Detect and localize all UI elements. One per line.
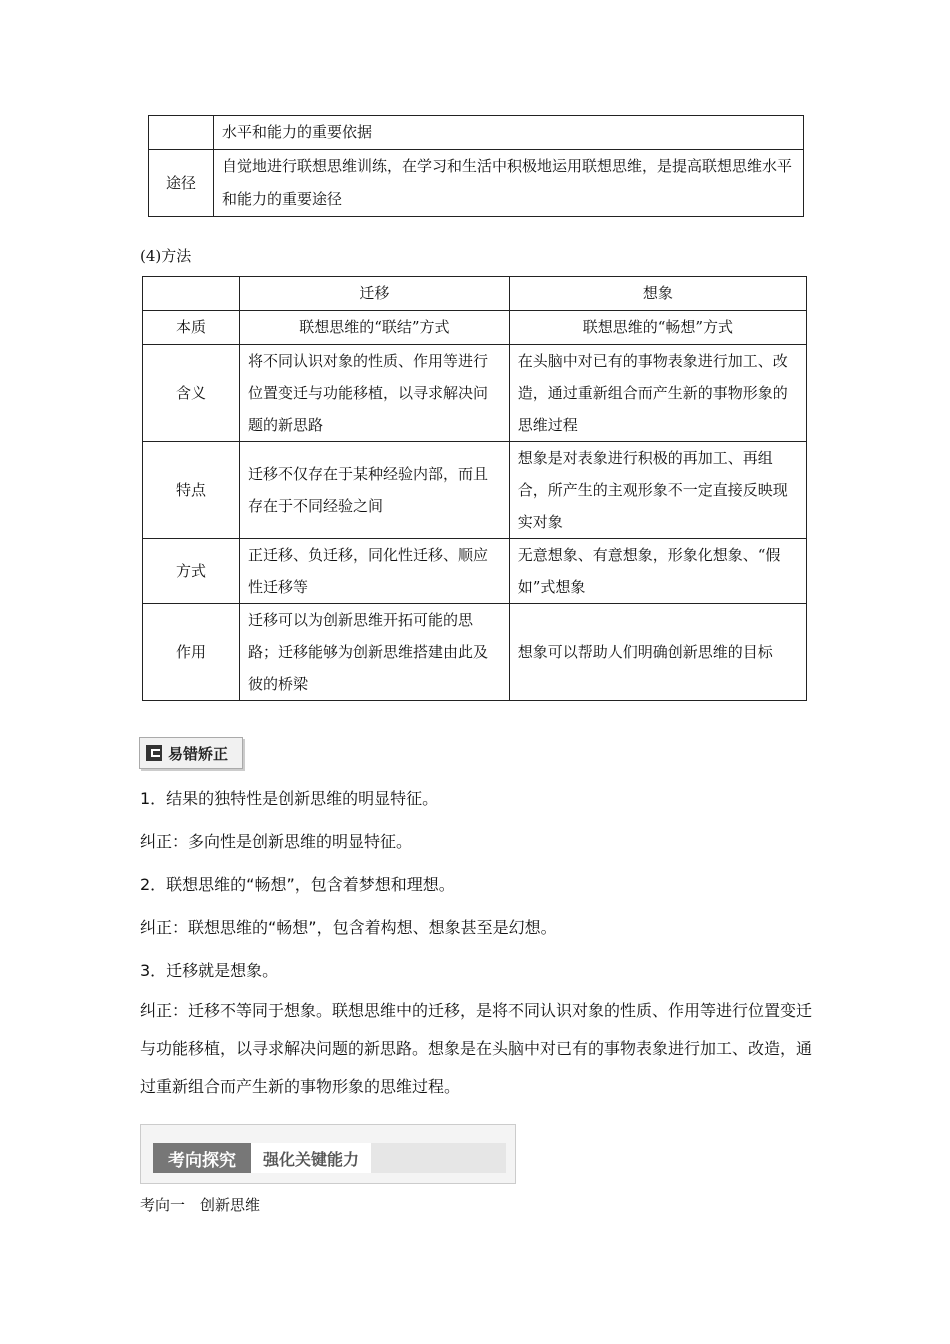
badge-label: 易错矫正 xyxy=(168,744,229,763)
row-key: 本质 xyxy=(143,311,240,345)
row-key: 途径 xyxy=(149,150,214,217)
cell-imagination: 联想思维的“畅想”方式 xyxy=(509,311,806,345)
correction-item: 1．结果的独特性是创新思维的明显特征。 xyxy=(140,789,439,808)
cell-transfer: 将不同认识对象的性质、作用等进行位置变迁与功能移植，以寻求解决问题的新思路 xyxy=(240,345,510,442)
error-correction-badge xyxy=(139,737,243,769)
correction-item: 2．联想思维的“畅想”，包含着梦想和理想。 xyxy=(140,875,455,894)
table-row xyxy=(143,442,807,539)
cell-transfer: 正迁移、负迁移，同化性迁移、顺应性迁移等 xyxy=(240,539,510,604)
cell-imagination: 想象是对表象进行积极的再加工、再组合，所产生的主观形象不一定直接反映现实对象 xyxy=(509,442,806,539)
row-key xyxy=(149,116,214,150)
row-key: 作用 xyxy=(143,604,240,701)
banner-right-label: 强化关键能力 xyxy=(251,1143,371,1173)
row-value: 自觉地进行联想思维训练，在学习和生活中积极地运用联想思维，是提高联想思维水平和能力的重要途径 xyxy=(214,150,804,217)
correction-item: 3．迁移就是想象。 xyxy=(140,961,279,980)
header-cell: 迁移 xyxy=(240,277,510,311)
methods-table xyxy=(142,276,807,701)
cell-imagination: 无意想象、有意想象，形象化想象、“假如”式想象 xyxy=(509,539,806,604)
table-row xyxy=(143,345,807,442)
correction-item: 纠正：迁移不等同于想象。联想思维中的迁移，是将不同认识对象的性质、作用等进行位置变迁与功能移植，以寻求解决问题的新思路。想象是在头脑中对已有的事物表象进行加工、改造，通过重新组合而产生新的事物形象的思维过程。 xyxy=(140,1001,813,1096)
table-row xyxy=(149,116,804,150)
header-cell xyxy=(143,277,240,311)
row-key: 含义 xyxy=(143,345,240,442)
cell-imagination: 在头脑中对已有的事物表象进行加工、改造，通过重新组合而产生新的事物形象的思维过程 xyxy=(509,345,806,442)
section-banner xyxy=(140,1124,516,1184)
row-key: 方式 xyxy=(143,539,240,604)
cell-transfer: 联想思维的“联结”方式 xyxy=(240,311,510,345)
table-row xyxy=(149,150,804,217)
table-row xyxy=(143,539,807,604)
row-value: 水平和能力的重要依据 xyxy=(214,116,804,150)
table-header-row xyxy=(143,277,807,311)
table-row xyxy=(143,311,807,345)
section-label: (4)方法 xyxy=(140,247,192,265)
table-row xyxy=(143,604,807,701)
row-key: 特点 xyxy=(143,442,240,539)
cell-transfer: 迁移可以为创新思维开拓可能的思路；迁移能够为创新思维搭建由此及彼的桥梁 xyxy=(240,604,510,701)
banner-decoration xyxy=(371,1143,506,1173)
footer-heading: 考向一 创新思维 xyxy=(140,1196,261,1214)
approach-table xyxy=(148,115,804,217)
correction-item: 纠正：多向性是创新思维的明显特征。 xyxy=(140,832,413,851)
cell-transfer: 迁移不仅存在于某种经验内部，而且存在于不同经验之间 xyxy=(240,442,510,539)
correction-icon xyxy=(146,745,162,761)
cell-imagination: 想象可以帮助人们明确创新思维的目标 xyxy=(509,604,806,701)
header-cell: 想象 xyxy=(509,277,806,311)
banner-left-label: 考向探究 xyxy=(153,1143,251,1173)
correction-item: 纠正：联想思维的“畅想”，包含着构想、想象甚至是幻想。 xyxy=(140,918,557,937)
